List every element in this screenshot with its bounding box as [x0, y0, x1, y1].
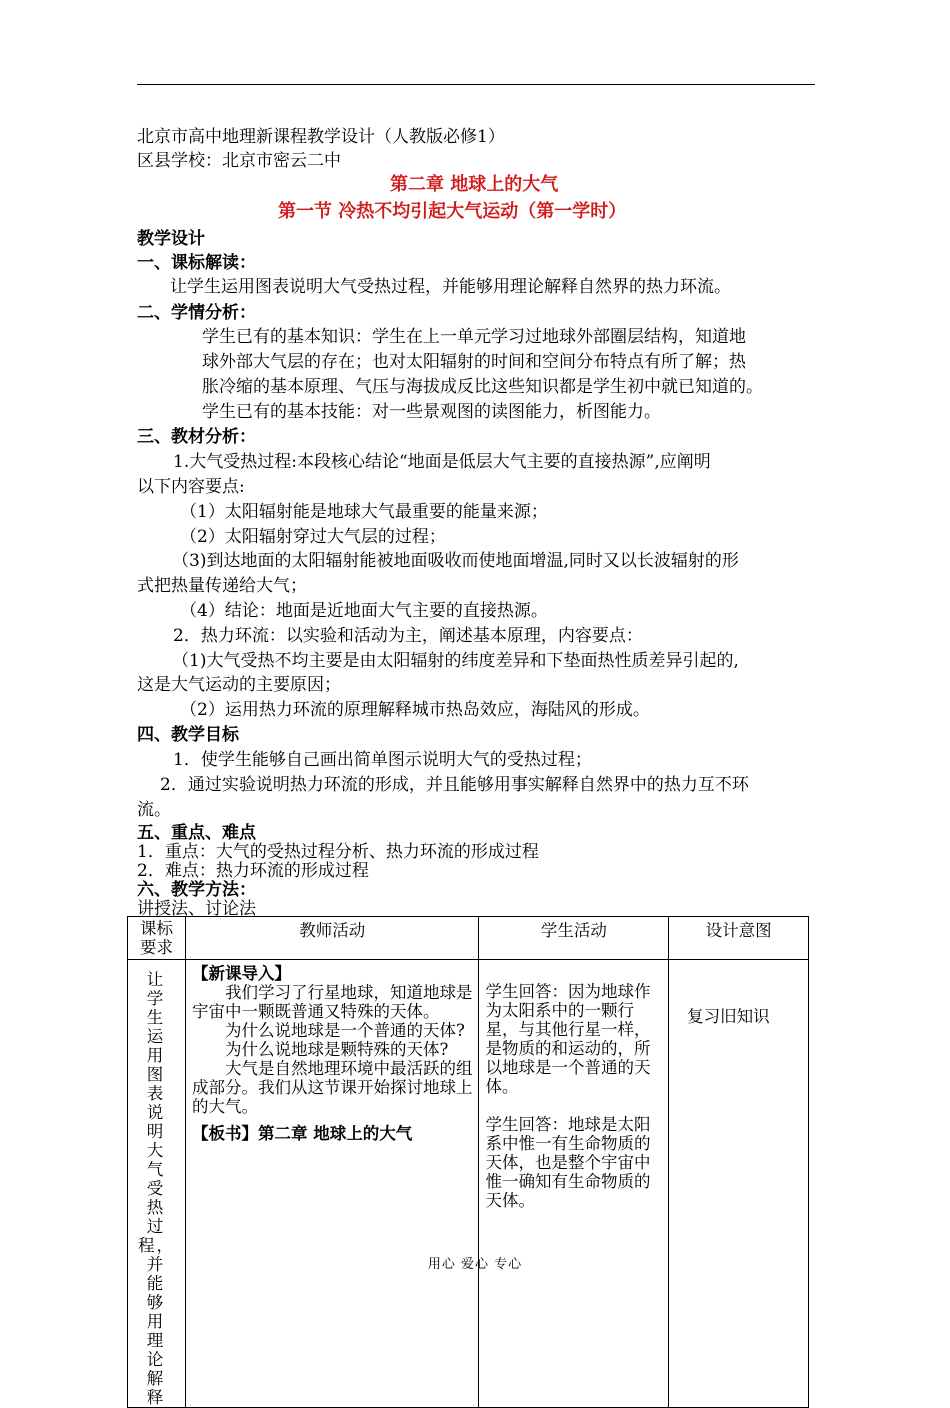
s3-line: （4）结论：地面是近地面大气主要的直接热源。	[180, 601, 548, 621]
teacher-question: 为什么说地球是颗特殊的天体?	[224, 1040, 449, 1059]
s4-line: 2．通过实验说明热力环流的形成，并且能够用事实解释自然界中的热力互不环	[160, 775, 749, 795]
curriculum-cell	[128, 960, 186, 1408]
s6-heading: 六、教学方法：	[137, 880, 256, 900]
header-line-2: 区县学校：北京市密云二中	[137, 151, 341, 171]
chapter-title: 第二章 地球上的大气	[390, 174, 559, 195]
header-rule	[137, 84, 815, 85]
s6-text: 讲授法、讨论法	[137, 899, 256, 919]
s2-line: 学生已有的基本知识：学生在上一单元学习过地球外部圈层结构，知道地	[202, 327, 746, 347]
s3-line: 以下内容要点:	[137, 477, 245, 497]
curriculum-text: 让学生运用图表说明大气受热过程，并能够用理论解释	[138, 970, 175, 1407]
student-answer: 学生回答：地球是太阳系中惟一有生命物质的天体，也是整个宇宙中惟一确知有生命物质的天体。	[485, 1115, 651, 1210]
s1-text: 让学生运用图表说明大气受热过程，并能够用理论解释自然界的热力环流。	[170, 277, 731, 297]
design-heading: 教学设计	[137, 229, 205, 249]
s5-line: 2．难点：热力环流的形成过程	[137, 861, 369, 881]
section-title: 第一节 冷热不均引起大气运动（第一学时）	[278, 201, 627, 222]
s3-line: 式把热量传递给大气；	[137, 576, 307, 596]
table-header-cell: 教师活动	[185, 917, 479, 960]
board-writing: 【板书】第二章 地球上的大气	[191, 1124, 413, 1143]
s3-heading: 三、教材分析：	[137, 427, 256, 447]
s5-line: 1．重点：大气的受热过程分析、热力环流的形成过程	[137, 842, 539, 862]
s3-line: 这是大气运动的主要原因；	[137, 675, 341, 695]
s3-line: （1）太阳辐射能是地球大气最重要的能量来源；	[180, 502, 548, 522]
s5-heading: 五、重点、难点	[137, 823, 256, 843]
table-header-cell: 设计意图	[669, 917, 809, 960]
design-intent-cell	[669, 960, 809, 1408]
s3-line: （2）运用热力环流的原理解释城市热岛效应，海陆风的形成。	[180, 700, 650, 720]
s2-line: 球外部大气层的存在；也对太阳辐射的时间和空间分布特点有所了解；热	[202, 352, 746, 372]
s1-heading: 一、课标解读：	[137, 253, 256, 273]
table-header-cell: 学生活动	[479, 917, 669, 960]
teacher-question: 为什么说地球是一个普通的天体?	[224, 1021, 465, 1040]
s3-line: 1.大气受热过程:本段核心结论“地面是低层大气主要的直接热源”,应阐明	[173, 452, 711, 472]
s4-line: 1．使学生能够自己画出简单图示说明大气的受热过程；	[173, 750, 592, 770]
s3-line: （2）太阳辐射穿过大气层的过程；	[180, 527, 446, 547]
new-lesson-tag: 【新课导入】	[191, 964, 291, 983]
s3-line: （3)到达地面的太阳辐射能被地面吸收而使地面增温,同时又以长波辐射的形	[172, 551, 739, 571]
s2-heading: 二、学情分析：	[137, 303, 256, 323]
s4-heading: 四、教学目标	[137, 725, 239, 745]
student-answer: 学生回答：因为地球作为太阳系中的一颗行星，与其他行星一样，是物质的和运动的，所以地球是一个普通的天体。	[485, 982, 651, 1096]
lesson-plan-table	[127, 916, 809, 1408]
s2-line: 学生已有的基本技能：对一些景观图的读图能力，析图能力。	[202, 402, 661, 422]
teacher-para: 大气是自然地理环境中最活跃的组成部分。我们从这节课开始探讨地球上的大气。	[191, 1059, 473, 1116]
student-activity-cell	[479, 960, 669, 1408]
design-intent: 复习旧知识	[687, 1007, 770, 1026]
s2-line: 胀冷缩的基本原理、气压与海拔成反比这些知识都是学生初中就已知道的。	[202, 377, 763, 397]
header-line-1: 北京市高中地理新课程教学设计（人教版必修1）	[137, 127, 505, 147]
table-header-cell: 课标要求	[128, 917, 186, 960]
table-header-row	[128, 917, 809, 960]
s4-line: 流。	[137, 800, 171, 820]
s3-line: （1)大气受热不均主要是由太阳辐射的纬度差异和下垫面热性质差异引起的,	[172, 651, 739, 671]
table-row	[128, 960, 809, 1408]
teacher-para: 我们学习了行星地球，知道地球是宇宙中一颗既普通又特殊的天体。	[191, 983, 473, 1021]
teacher-activity-cell	[185, 960, 479, 1408]
s3-line: 2．热力环流：以实验和活动为主，阐述基本原理，内容要点：	[173, 626, 643, 646]
page-footer: 用心 爱心 专心	[427, 1257, 523, 1272]
